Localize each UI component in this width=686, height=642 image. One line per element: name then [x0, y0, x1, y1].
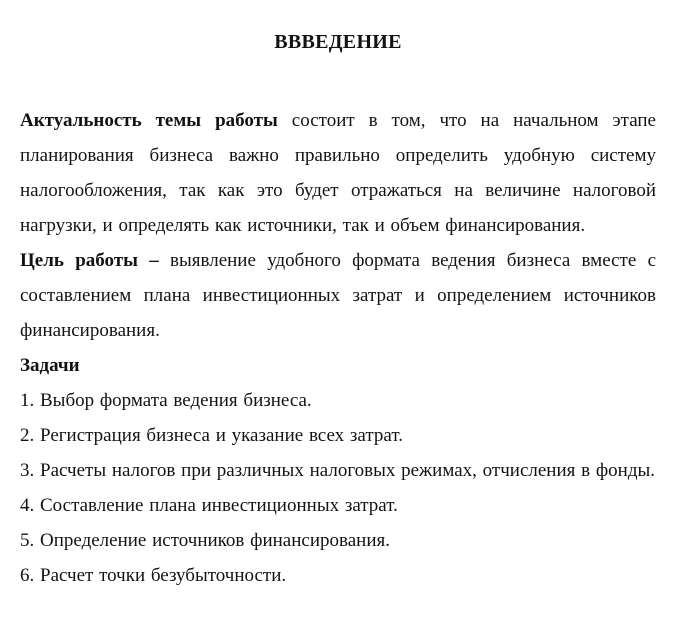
paragraph-goal: [20, 243, 656, 348]
paragraph-goal-text: выявление удобного формата ведения бизнеса вместе с составлением плана инвестиционных затрат и определением источников финансирования.: [20, 250, 657, 341]
paragraph-actuality-text: состоит в том, что на начальном этапе планирования бизнеса важно правильно определить удобную систему налогообложения, так как это будет отражаться на величине налоговой нагрузки, и определять как источники, так и объем финансирования.: [20, 110, 656, 236]
task-item-3: 3. Расчеты налогов при различных налоговых режимах, отчисления в фонды.: [20, 460, 656, 481]
page-title: ВВВЕДЕНИЕ: [274, 31, 402, 53]
task-item-4: 4. Составление плана инвестиционных затрат.: [20, 495, 398, 516]
paragraph-actuality-lead: Актуальность темы работы: [20, 110, 278, 131]
paragraph-actuality: [20, 103, 656, 243]
paragraph-goal-lead: Цель работы –: [20, 250, 159, 271]
task-item-5: 5. Определение источников финансирования.: [20, 530, 390, 551]
tasks-heading: Задачи: [20, 355, 80, 376]
task-item-1: 1. Выбор формата ведения бизнеса.: [20, 390, 312, 411]
task-item-6: 6. Расчет точки безубыточности.: [20, 565, 287, 586]
task-item-2: 2. Регистрация бизнеса и указание всех затрат.: [20, 425, 403, 446]
